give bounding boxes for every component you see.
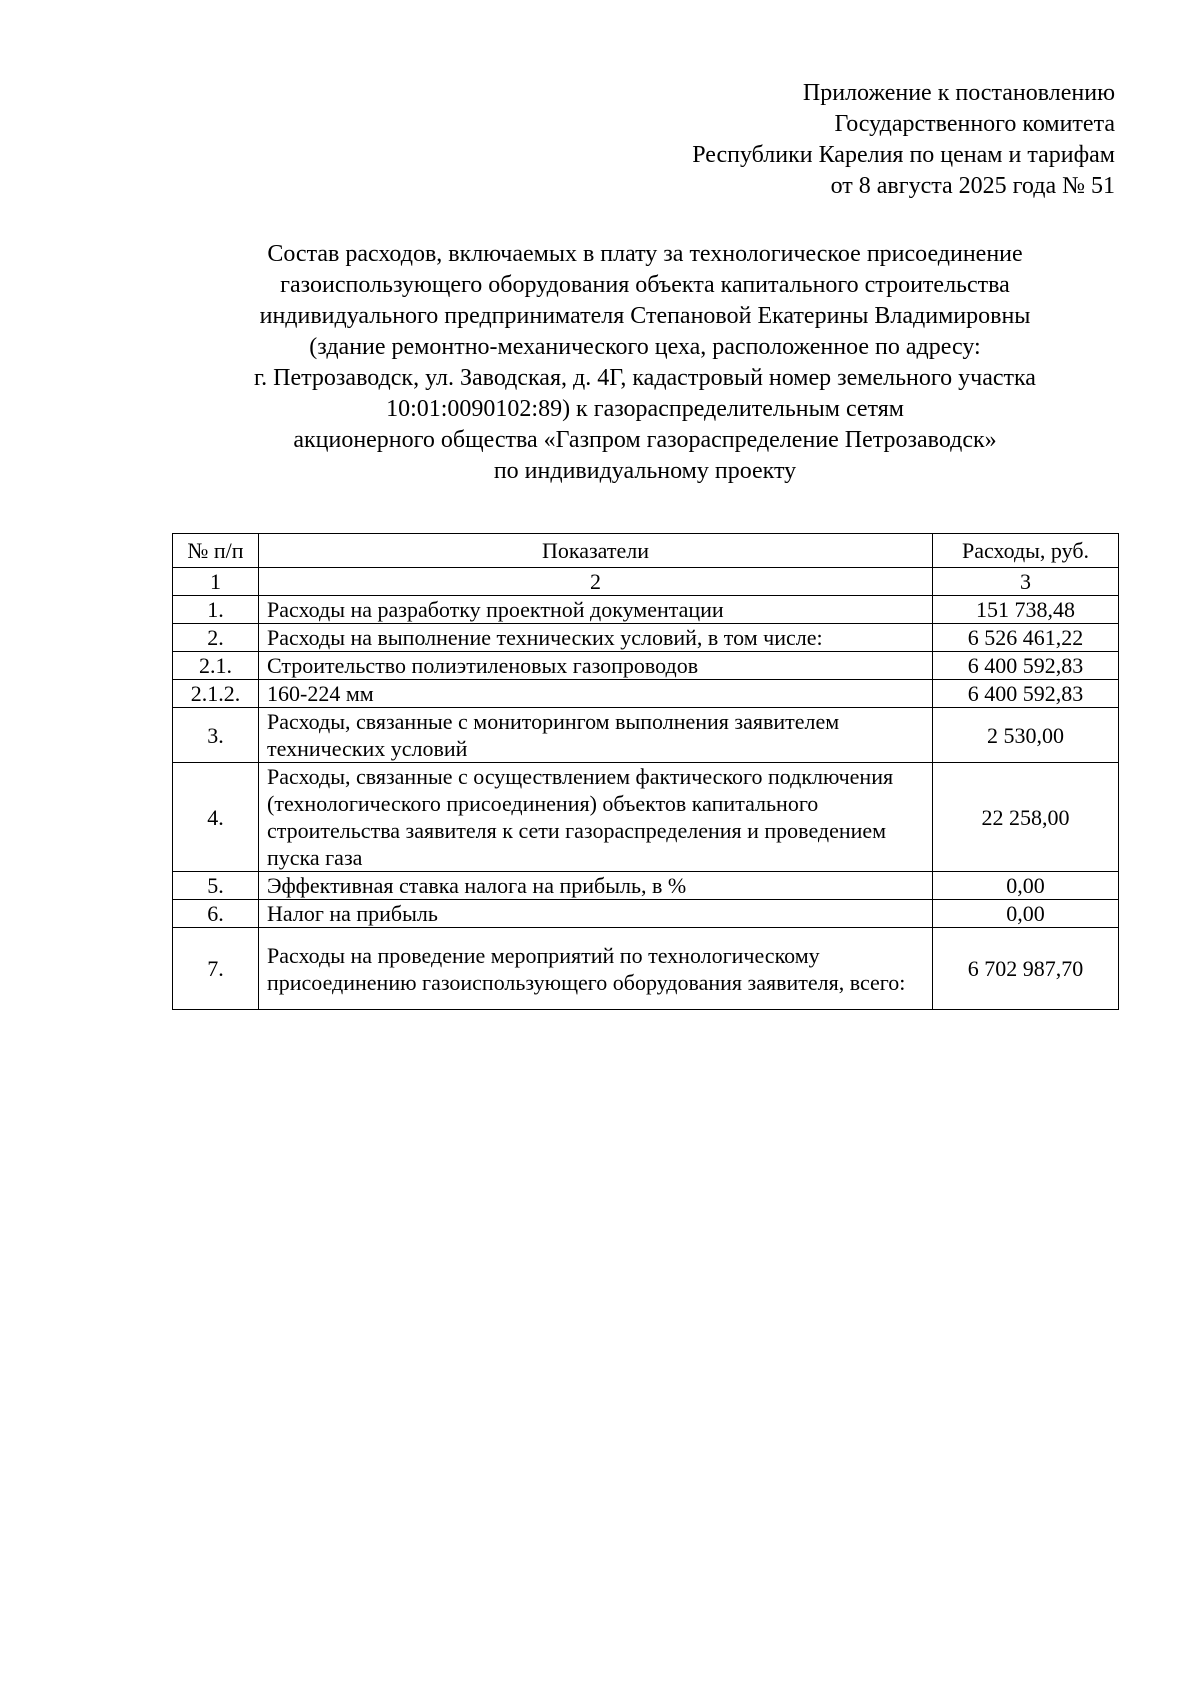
table-row — [173, 596, 1119, 624]
row-indicator: Эффективная ставка налога на прибыль, в % — [259, 872, 933, 900]
table-row — [173, 624, 1119, 652]
title-line: газоиспользующего оборудования объекта капитального строительства — [280, 272, 1010, 298]
row-number: 1. — [173, 596, 259, 624]
table-row — [173, 872, 1119, 900]
table-header-row — [173, 534, 1119, 568]
costs-table — [172, 533, 1119, 1010]
appendix-line: Приложение к постановлению — [802, 80, 1115, 106]
row-indicator: Расходы на проведение мероприятий по технологическому присоединению газоиспользующего оборудования заявителя, всего: — [259, 928, 933, 1010]
appendix-line: Государственного комитета — [834, 111, 1115, 137]
row-cost: 6 400 592,83 — [933, 680, 1119, 708]
row-number: 5. — [173, 872, 259, 900]
header-number: № п/п — [173, 534, 259, 568]
column-number: 2 — [259, 568, 933, 596]
column-number-row — [173, 568, 1119, 596]
title-line: г. Петрозаводск, ул. Заводская, д. 4Г, кадастровый номер земельного участка — [254, 365, 1036, 391]
row-cost: 0,00 — [933, 872, 1119, 900]
column-number: 3 — [933, 568, 1119, 596]
column-number: 1 — [173, 568, 259, 596]
row-indicator: Строительство полиэтиленовых газопроводов — [259, 652, 933, 680]
row-indicator: Расходы на разработку проектной документации — [259, 596, 933, 624]
table-row — [173, 900, 1119, 928]
row-indicator: Расходы, связанные с мониторингом выполнения заявителем технических условий — [259, 708, 933, 763]
table-row — [173, 652, 1119, 680]
title-line: 10:01:0090102:89) к газораспределительным сетям — [386, 396, 904, 422]
table-row — [173, 708, 1119, 763]
row-number: 2.1.2. — [173, 680, 259, 708]
row-indicator: Налог на прибыль — [259, 900, 933, 928]
row-cost: 151 738,48 — [933, 596, 1119, 624]
title-line: (здание ремонтно-механического цеха, расположенное по адресу: — [309, 334, 981, 360]
row-cost: 2 530,00 — [933, 708, 1119, 763]
header-costs: Расходы, руб. — [933, 534, 1119, 568]
row-cost: 6 526 461,22 — [933, 624, 1119, 652]
row-number: 6. — [173, 900, 259, 928]
title-line: по индивидуальному проекту — [493, 458, 797, 484]
table-row — [173, 928, 1119, 1010]
title-line: акционерного общества «Газпром газораспределение Петрозаводск» — [293, 427, 997, 453]
table-row — [173, 763, 1119, 872]
row-indicator: Расходы, связанные с осуществлением фактического подключения (технологического присоединения) объектов капитального строительства заявителя к сети газораспределения и проведением пуска газа — [259, 763, 933, 872]
appendix-line: Республики Карелия по ценам и тарифам — [692, 142, 1115, 168]
document-title — [150, 239, 1140, 487]
row-cost: 6 702 987,70 — [933, 928, 1119, 1010]
row-number: 4. — [173, 763, 259, 872]
row-indicator: Расходы на выполнение технических условий, в том числе: — [259, 624, 933, 652]
appendix-reference — [515, 78, 1115, 202]
title-line: Состав расходов, включаемых в плату за технологическое присоединение — [267, 241, 1023, 267]
row-cost: 6 400 592,83 — [933, 652, 1119, 680]
row-number: 3. — [173, 708, 259, 763]
table-row — [173, 680, 1119, 708]
appendix-line: от 8 августа 2025 года № 51 — [830, 173, 1115, 199]
row-number: 2. — [173, 624, 259, 652]
title-line: индивидуального предпринимателя Степановой Екатерины Владимировны — [259, 303, 1031, 329]
row-indicator: 160-224 мм — [259, 680, 933, 708]
row-number: 2.1. — [173, 652, 259, 680]
row-cost: 22 258,00 — [933, 763, 1119, 872]
header-indicators: Показатели — [259, 534, 933, 568]
row-number: 7. — [173, 928, 259, 1010]
row-cost: 0,00 — [933, 900, 1119, 928]
